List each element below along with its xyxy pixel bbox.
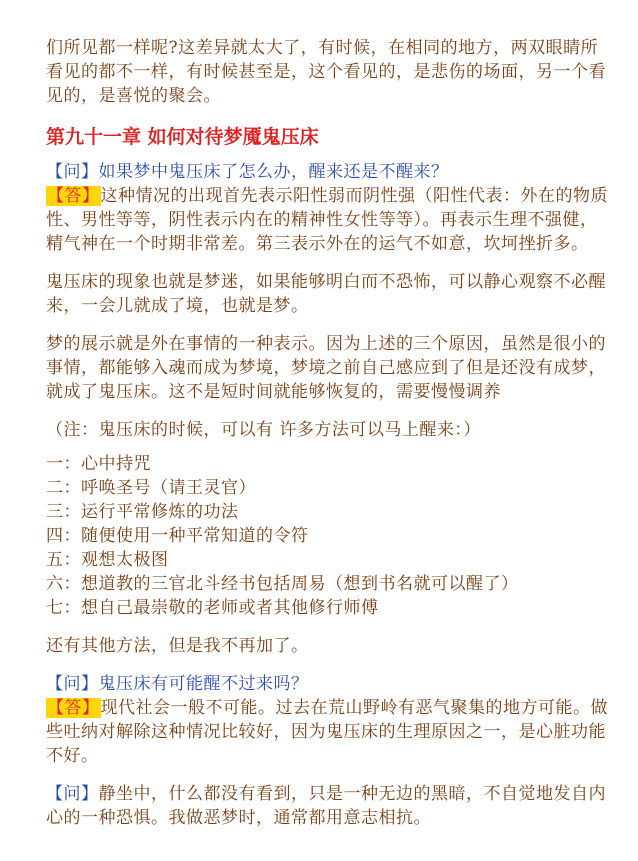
question-tag: 【问】 xyxy=(46,674,99,694)
qa-block-1 xyxy=(46,160,608,256)
question-tag: 【问】 xyxy=(46,784,99,804)
question-tag: 【问】 xyxy=(46,162,99,182)
list-item: 二：呼唤圣号（请王灵官） xyxy=(46,478,256,498)
body-paragraph: 梦的展示就是外在事情的一种表示。因为上述的三个原因，虽然是很小的事情，都能够入魂而成为梦境，梦境之前自己感应到了但是还没有成梦，就成了鬼压床。这不是短时间就能够恢复的，需要慢慢调养 xyxy=(46,334,606,402)
answer-tag: 【答】 xyxy=(47,698,100,718)
answer-tag: 【答】 xyxy=(47,186,100,206)
chapter-title: 第九十一章 如何对待梦魇鬼压床 xyxy=(46,126,319,148)
body-paragraph: 鬼压床的现象也就是梦迷，如果能够明白而不恐怖，可以静心观察不必醒来，一会儿就成了境，也就是梦。 xyxy=(46,272,606,316)
question-text: 鬼压床有可能醒不过来吗？ xyxy=(98,674,309,694)
list-item: 七：想自己最崇敬的老师或者其他修行师傅 xyxy=(46,598,379,618)
list-item: 一：心中持咒 xyxy=(46,454,151,474)
list-item: 六：想道教的三官北斗经书包括周易（想到书名就可以醒了） xyxy=(46,574,519,594)
answer-text: 这种情况的出现首先表示阳性弱而阴性强（阳性代表：外在的物质性、男性等等，阴性表示内在的精神性女性等等）。再表示生理不强健，精气神在一个时期非常差。第三表示外在的运气不如意，坎坷挫折多。 xyxy=(46,186,608,254)
note-paragraph: （注：鬼压床的时候，可以有 许多方法可以马上醒来：） xyxy=(46,420,481,440)
intro-paragraph: 们所见都一样呢?这差异就太大了，有时候，在相同的地方，两双眼睛所看见的都不一样，有时候甚至是，这个看见的，是悲伤的场面，另一个看见的，是喜悦的聚会。 xyxy=(46,38,606,106)
qa-block-3 xyxy=(46,782,608,830)
list-item: 五：观想太极图 xyxy=(46,550,169,570)
qa-block-2 xyxy=(46,672,608,768)
answer-text: 现代社会一般不可能。过去在荒山野岭有恶气聚集的地方可能。做些吐纳对解除这种情况比较好，因为鬼压床的生理原因之一，是心脏功能不好。 xyxy=(46,698,608,766)
list-item: 四：随便使用一种平常知道的令符 xyxy=(46,526,309,546)
methods-list xyxy=(46,452,608,620)
question-text: 如果梦中鬼压床了怎么办，醒来还是不醒来？ xyxy=(98,162,449,182)
question-text: 静坐中，什么都没有看到，只是一种无边的黑暗，不自觉地发自内心的一种恐惧。我做恶梦时，通常都用意志相抗。 xyxy=(46,784,606,828)
body-paragraph: 还有其他方法，但是我不再加了。 xyxy=(46,636,309,656)
list-item: 三：运行平常修炼的功法 xyxy=(46,502,239,522)
